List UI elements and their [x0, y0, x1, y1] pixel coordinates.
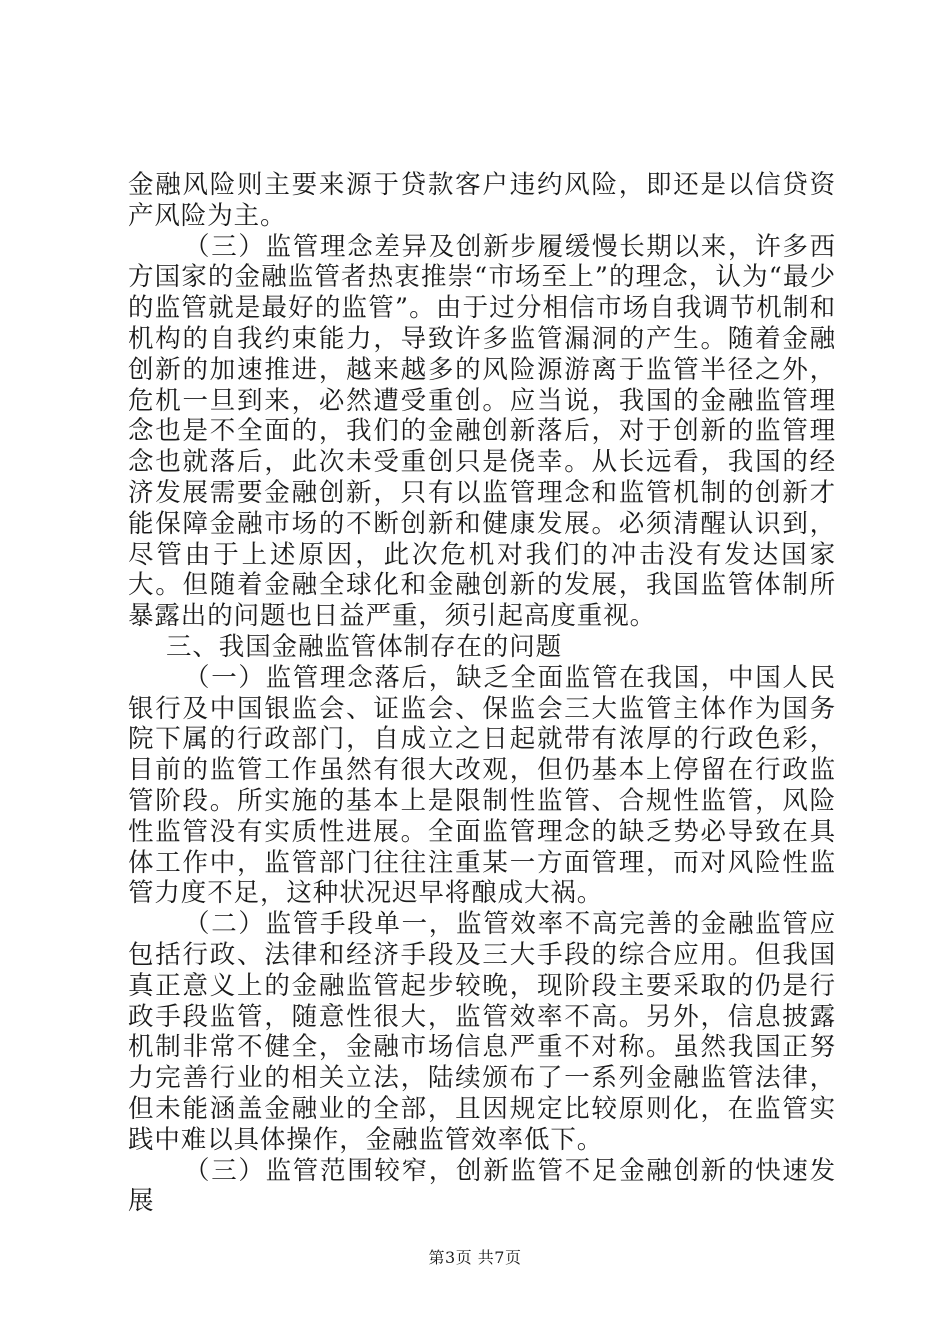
document-body	[128, 170, 836, 1217]
paragraph-problem-1: （一）监管理念落后，缺乏全面监管在我国，中国人民银行及中国银监会、证监会、保监会三大监管主体作为国务院下属的行政部门，自成立之日起就带有浓厚的行政色彩，目前的监管工作虽然有很大改观，但仍基本上停留在行政监管阶段。所实施的基本上是限制性监管、合规性监管，风险性监管没有实质性进展。全面监管理念的缺乏势必导致在具体工作中，监管部门往往注重某一方面管理，而对风险性监管力度不足，这种状况迟早将酿成大祸。	[128, 662, 836, 909]
paragraph-section-3: （三）监管理念差异及创新步履缓慢长期以来，许多西方国家的金融监管者热衷推崇“市场至上”的理念，认为“最少的监管就是最好的监管”。由于过分相信市场自我调节机制和机构的自我约束能力，导致许多监管漏洞的产生。随着金融创新的加速推进，越来越多的风险源游离于监管半径之外，危机一旦到来，必然遭受重创。应当说，我国的金融监管理念也是不全面的，我们的金融创新落后，对于创新的监管理念也就落后，此次未受重创只是侥幸。从长远看，我国的经济发展需要金融创新，只有以监管理念和监管机制的创新才能保障金融市场的不断创新和健康发展。必须清醒认识到，尽管由于上述原因，此次危机对我们的冲击没有发达国家大。但随着金融全球化和金融创新的发展，我国监管体制所暴露出的问题也日益严重，须引起高度重视。	[128, 231, 836, 632]
section-heading: 三、我国金融监管体制存在的问题	[166, 631, 563, 662]
page-number-footer: 第3页 共7页	[428, 1248, 522, 1267]
paragraph-continuation: 金融风险则主要来源于贷款客户违约风险，即还是以信贷资产风险为主。	[128, 170, 836, 231]
paragraph-problem-2: （二）监管手段单一，监管效率不高完善的金融监管应包括行政、法律和经济手段及三大手段的综合应用。但我国真正意义上的金融监管起步较晚，现阶段主要采取的仍是行政手段监管，随意性很大，监管效率不高。另外，信息披露机制非常不健全，金融市场信息严重不对称。虽然我国正努力完善行业的相关立法，陆续颁布了一系列金融监管法律，但未能涵盖金融业的全部，且因规定比较原则化，在监管实践中难以具体操作，金融监管效率低下。	[128, 909, 836, 1155]
paragraph-problem-3: （三）监管范围较窄，创新监管不足金融创新的快速发展	[128, 1155, 836, 1217]
